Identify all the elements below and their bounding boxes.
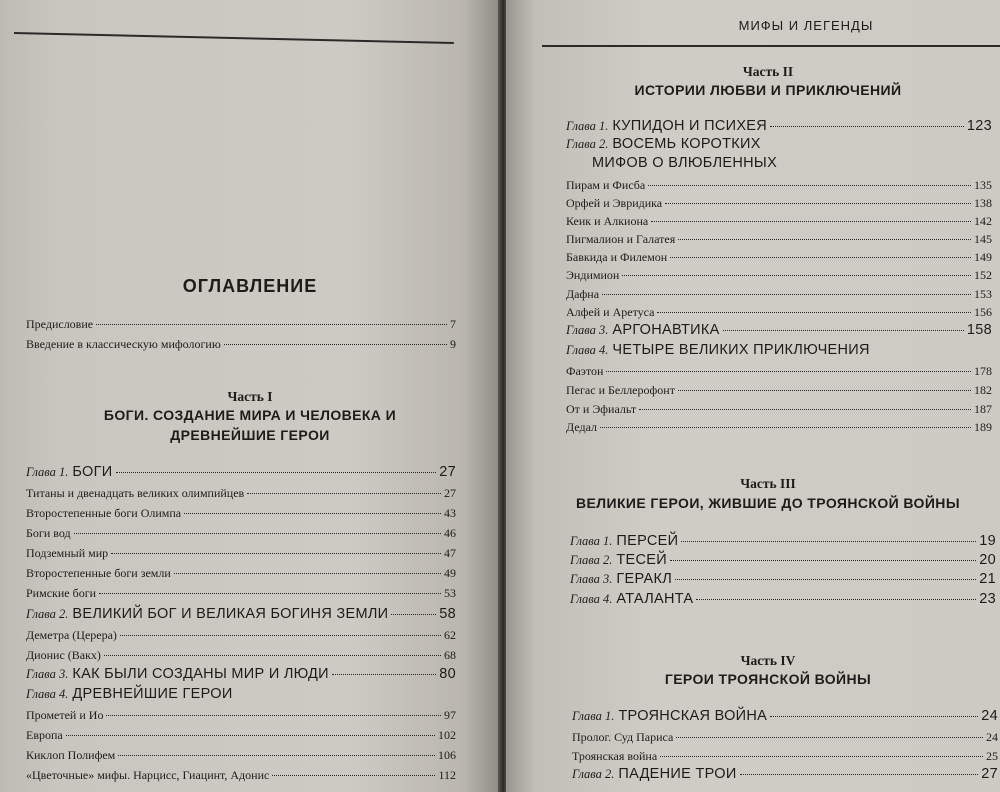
chapter-title: ГЕРАКЛ xyxy=(616,571,673,587)
toc-entry-page: 19 xyxy=(979,533,996,549)
toc-row-chapter xyxy=(572,708,998,724)
dot-leader xyxy=(602,293,971,295)
chapter-title: ТЕСЕЙ xyxy=(616,552,667,568)
dot-leader xyxy=(675,578,976,580)
toc-entry-title: Европа xyxy=(26,728,63,742)
chapter-title: КУПИДОН И ПСИХЕЯ xyxy=(612,118,768,134)
toc-row xyxy=(26,708,456,723)
toc-entry-page: 153 xyxy=(974,287,992,301)
chapter-title: АРГОНАВТИКА xyxy=(612,322,720,338)
toc-entry-page: 145 xyxy=(974,232,992,246)
toc-row xyxy=(566,287,992,302)
chapter-label: Глава 4. xyxy=(570,592,613,606)
toc-entry-page: 24 xyxy=(981,708,998,724)
part-title: ВЕЛИКИЕ ГЕРОИ, ЖИВШИЕ ДО ТРОЯНСКОЙ ВОЙНЫ xyxy=(576,495,960,511)
toc-entry-page: 27 xyxy=(439,464,456,480)
dot-leader xyxy=(657,311,971,313)
dot-leader xyxy=(120,634,441,636)
toc-entry-title: Второстепенные боги земли xyxy=(26,566,171,580)
chapter-label: Глава 3. xyxy=(566,323,609,337)
toc-entry-page: 152 xyxy=(974,268,992,282)
dot-leader xyxy=(651,220,971,222)
toc-entry-title: Римские боги xyxy=(26,586,97,600)
dot-leader xyxy=(174,572,441,574)
toc-row-chapter xyxy=(570,591,996,607)
dot-leader xyxy=(600,426,971,428)
toc-row xyxy=(26,486,456,501)
dot-leader xyxy=(118,754,435,756)
toc-entry-page: 7 xyxy=(450,317,456,331)
toc-row-chapter xyxy=(570,552,996,568)
toc-row xyxy=(566,364,992,379)
dot-leader xyxy=(665,202,971,204)
toc-row xyxy=(26,586,456,601)
toc-entry-page: 27 xyxy=(981,766,998,782)
toc-entry-page: 178 xyxy=(974,364,992,378)
toc-entry-page: 80 xyxy=(439,666,456,682)
chapter-label: Глава 2. xyxy=(570,553,613,567)
header-rule xyxy=(542,45,1000,47)
toc-entry-page: 43 xyxy=(444,506,456,520)
dot-leader xyxy=(648,184,971,186)
toc-entry-title: Пролог. Суд Париса xyxy=(572,730,674,744)
chapter-title: АТАЛАНТА xyxy=(616,591,694,607)
dot-leader xyxy=(116,471,437,473)
toc-entry-page: 27 xyxy=(444,486,456,500)
toc-entry-page: 189 xyxy=(974,420,992,434)
toc-row xyxy=(26,546,456,561)
dot-leader xyxy=(622,274,971,276)
toc-entry-page: 112 xyxy=(438,768,456,782)
toc-row-chapter xyxy=(566,342,870,358)
toc-entry-page: 97 xyxy=(444,708,456,722)
toc-row-chapter xyxy=(26,666,456,682)
toc-entry-title: Алфей и Аретуса xyxy=(566,305,655,319)
toc-entry-title: «Цветочные» мифы. Нарцисс, Гиацинт, Адонис xyxy=(26,768,270,782)
toc-entry-page: 187 xyxy=(974,402,992,416)
part-title: ИСТОРИИ ЛЮБВИ И ПРИКЛЮЧЕНИЙ xyxy=(634,82,902,98)
chapter-title: КАК БЫЛИ СОЗДАНЫ МИР И ЛЮДИ xyxy=(72,666,329,682)
toc-row xyxy=(26,526,456,541)
toc-row xyxy=(26,748,456,763)
toc-entry-page: 49 xyxy=(444,566,456,580)
header-rule xyxy=(14,32,454,43)
toc-row-chapter xyxy=(26,686,233,702)
toc-entry-page: 58 xyxy=(439,606,456,622)
chapter-label: Глава 3. xyxy=(26,667,69,681)
dot-leader xyxy=(723,329,964,331)
part-title-line: ДРЕВНЕЙШИЕ ГЕРОИ xyxy=(170,427,330,443)
toc-row xyxy=(26,628,456,643)
dot-leader xyxy=(66,734,435,736)
toc-row-chapter xyxy=(566,118,992,134)
toc-entry-page: 158 xyxy=(966,322,992,338)
toc-entry-page: 62 xyxy=(444,628,456,642)
toc-entry-title: Эндимион xyxy=(566,268,620,282)
chapter-label: Глава 1. xyxy=(570,534,613,548)
dot-leader xyxy=(96,323,447,325)
chapter-title-continuation: МИФОВ О ВЛЮБЛЕННЫХ xyxy=(592,155,778,171)
toc-row-chapter xyxy=(566,322,992,338)
dot-leader xyxy=(247,492,441,494)
chapter-title: ВОСЕМЬ КОРОТКИХ xyxy=(612,136,761,152)
toc-row-chapter xyxy=(570,533,996,549)
part-label: Часть II xyxy=(742,64,794,79)
dot-leader xyxy=(639,408,971,410)
toc-row xyxy=(26,317,456,332)
toc-entry-page: 156 xyxy=(974,305,992,319)
dot-leader xyxy=(770,125,964,127)
dot-leader xyxy=(676,736,983,738)
chapter-label: Глава 4. xyxy=(566,343,609,357)
chapter-label: Глава 1. xyxy=(566,119,609,133)
toc-row xyxy=(572,749,998,764)
toc-entry-page: 149 xyxy=(974,250,992,264)
part-label: Часть III xyxy=(740,476,796,491)
dot-leader xyxy=(660,755,983,757)
toc-entry-title: Боги вод xyxy=(26,526,71,540)
toc-entry-page: 21 xyxy=(979,571,996,587)
dot-leader xyxy=(106,714,441,716)
toc-entry-page: 123 xyxy=(966,118,992,134)
toc-entry-title: От и Эфиальт xyxy=(566,402,637,416)
toc-entry-page: 9 xyxy=(450,337,456,351)
chapter-title: БОГИ xyxy=(72,464,113,480)
toc-entry-title: Пегас и Беллерофонт xyxy=(566,383,675,397)
chapter-title: ПЕРСЕЙ xyxy=(616,533,679,549)
toc-row xyxy=(566,420,992,435)
toc-row xyxy=(566,232,992,247)
toc-entry-title: Дафна xyxy=(566,287,600,301)
chapter-label: Глава 2. xyxy=(572,767,615,781)
toc-entry-title: Пигмалион и Галатея xyxy=(566,232,676,246)
toc-entry-page: 24 xyxy=(986,730,998,744)
chapter-label: Глава 1. xyxy=(26,465,69,479)
chapter-title: ВЕЛИКИЙ БОГ И ВЕЛИКАЯ БОГИНЯ ЗЕМЛИ xyxy=(72,606,389,622)
dot-leader xyxy=(74,532,441,534)
toc-row xyxy=(566,214,992,229)
chapter-title: ПАДЕНИЕ ТРОИ xyxy=(618,766,737,782)
toc-entry-title: Орфей и Эвридика xyxy=(566,196,663,210)
toc-entry-title: Титаны и двенадцать великих олимпийцев xyxy=(26,486,245,500)
toc-entry-title: Прометей и Ио xyxy=(26,708,104,722)
toc-entry-title: Кеик и Алкиона xyxy=(566,214,649,228)
chapter-label: Глава 2. xyxy=(566,137,609,151)
toc-row-chapter xyxy=(572,766,998,782)
toc-entry-page: 20 xyxy=(979,552,996,568)
dot-leader xyxy=(184,512,441,514)
toc-entry-page: 53 xyxy=(444,586,456,600)
toc-title: ОГЛАВЛЕНИЕ xyxy=(182,276,318,296)
dot-leader xyxy=(104,654,441,656)
dot-leader xyxy=(770,715,978,717)
toc-entry-page: 135 xyxy=(974,178,992,192)
dot-leader xyxy=(332,673,436,675)
toc-entry-title: Фаэтон xyxy=(566,364,604,378)
toc-row-chapter xyxy=(566,136,761,152)
toc-row xyxy=(566,268,992,283)
dot-leader xyxy=(678,238,971,240)
dot-leader xyxy=(111,552,441,554)
chapter-label: Глава 3. xyxy=(570,572,613,586)
toc-entry-title: Дионис (Вакх) xyxy=(26,648,101,662)
dot-leader xyxy=(681,540,976,542)
part-label: Часть IV xyxy=(740,653,796,668)
chapter-title: ТРОЯНСКАЯ ВОЙНА xyxy=(618,708,768,724)
dot-leader xyxy=(606,370,971,372)
toc-row xyxy=(566,383,992,398)
dot-leader xyxy=(99,592,441,594)
chapter-label: Глава 1. xyxy=(572,709,615,723)
toc-entry-page: 25 xyxy=(986,749,998,763)
part-title xyxy=(0,405,500,445)
toc-row xyxy=(566,178,992,193)
toc-row-chapter xyxy=(26,606,456,622)
toc-entry-title: Дедал xyxy=(566,420,598,434)
toc-row xyxy=(26,768,456,783)
toc-entry-page: 106 xyxy=(438,748,456,762)
dot-leader xyxy=(670,559,976,561)
toc-row xyxy=(26,506,456,521)
part-title-line: БОГИ. СОЗДАНИЕ МИРА И ЧЕЛОВЕКА И xyxy=(103,407,397,423)
toc-row xyxy=(566,402,992,417)
toc-entry-title: Троянская война xyxy=(572,749,658,763)
toc-row xyxy=(566,305,992,320)
toc-row xyxy=(566,250,992,265)
toc-row xyxy=(566,196,992,211)
toc-row xyxy=(572,730,998,745)
toc-entry-page: 142 xyxy=(974,214,992,228)
toc-entry-title: Деметра (Церера) xyxy=(26,628,117,642)
toc-entry-title: Бавкида и Филемон xyxy=(566,250,668,264)
toc-entry-title: Подземный мир xyxy=(26,546,109,560)
dot-leader xyxy=(696,598,976,600)
toc-entry-page: 182 xyxy=(974,383,992,397)
toc-entry-page: 23 xyxy=(979,591,996,607)
toc-entry-page: 138 xyxy=(974,196,992,210)
toc-row xyxy=(26,648,456,663)
toc-entry-page: 46 xyxy=(444,526,456,540)
chapter-title: ДРЕВНЕЙШИЕ ГЕРОИ xyxy=(72,686,233,702)
toc-row xyxy=(26,728,456,743)
part-label: Часть I xyxy=(227,389,273,404)
dot-leader xyxy=(224,343,447,345)
dot-leader xyxy=(670,256,971,258)
toc-entry-title: Второстепенные боги Олимпа xyxy=(26,506,182,520)
toc-entry-title: Предисловие xyxy=(26,317,94,331)
toc-entry-title: Пирам и Фисба xyxy=(566,178,646,192)
chapter-title: ЧЕТЫРЕ ВЕЛИКИХ ПРИКЛЮЧЕНИЯ xyxy=(612,342,870,358)
toc-entry-page: 102 xyxy=(438,728,456,742)
running-header: МИФЫ И ЛЕГЕНДЫ xyxy=(738,18,874,33)
right-page xyxy=(506,0,1000,792)
toc-entry-title: Киклоп Полифем xyxy=(26,748,116,762)
dot-leader xyxy=(272,774,435,776)
toc-row-chapter xyxy=(26,464,456,480)
toc-row xyxy=(26,566,456,581)
dot-leader xyxy=(391,613,436,615)
part-title: ГЕРОИ ТРОЯНСКОЙ ВОЙНЫ xyxy=(664,671,872,687)
chapter-label: Глава 4. xyxy=(26,687,69,701)
dot-leader xyxy=(678,389,971,391)
toc-entry-title: Введение в классическую мифологию xyxy=(26,337,221,351)
chapter-label: Глава 2. xyxy=(26,607,69,621)
toc-entry-page: 68 xyxy=(444,648,456,662)
dot-leader xyxy=(740,773,979,775)
toc-row xyxy=(26,337,456,352)
toc-row-chapter xyxy=(570,571,996,587)
toc-entry-page: 47 xyxy=(444,546,456,560)
